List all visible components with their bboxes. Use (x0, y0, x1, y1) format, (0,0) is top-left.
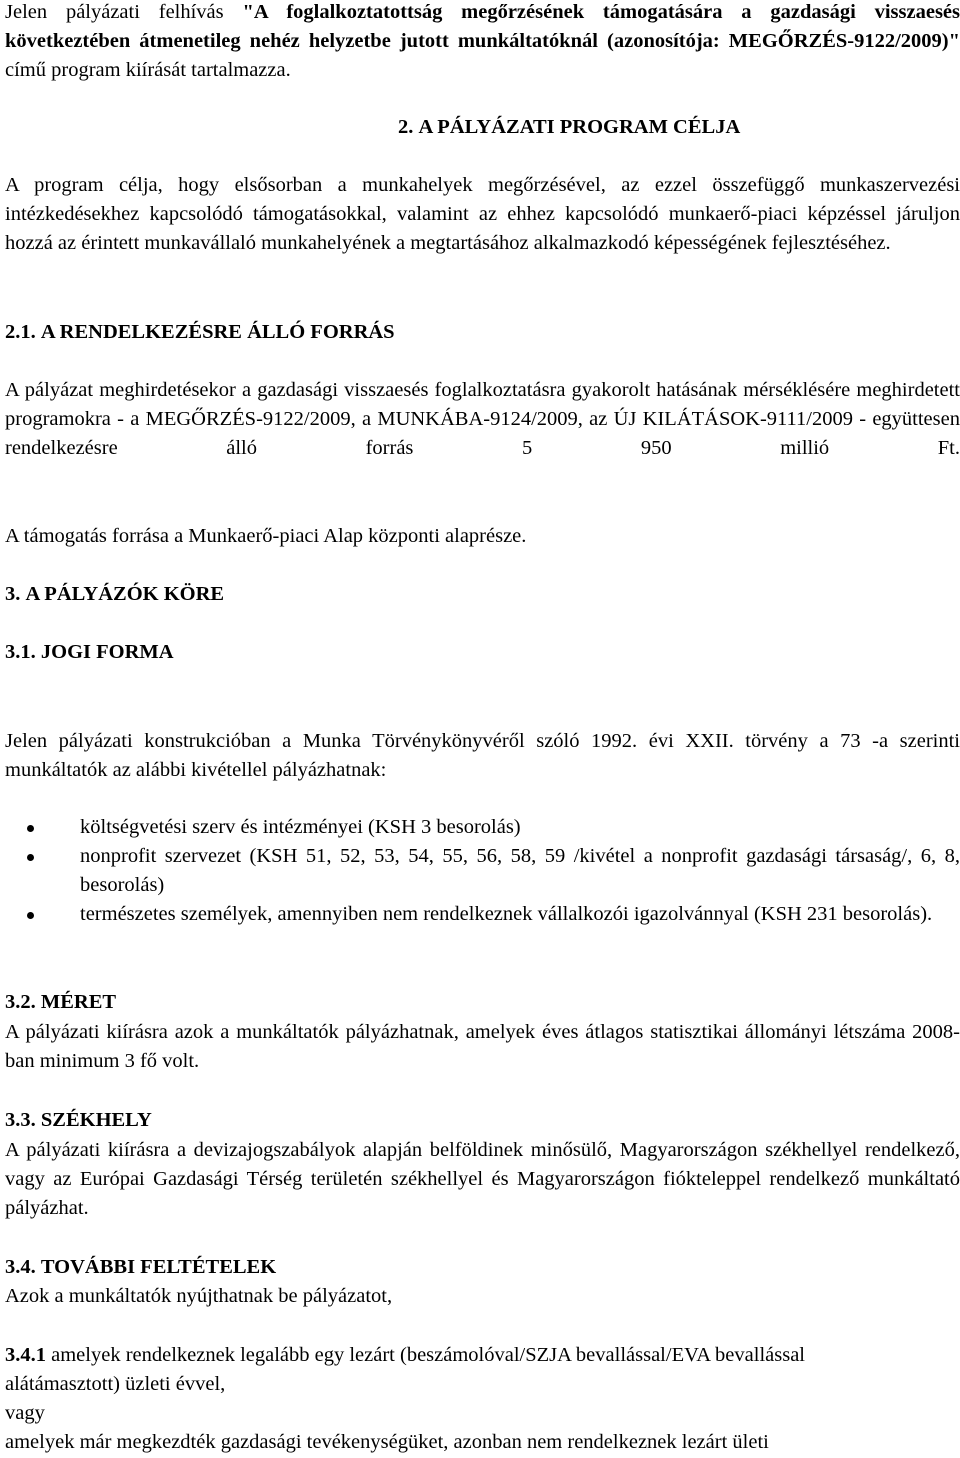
section-3-2-body: A pályázati kiírásra azok a munkáltatók pályázhatnak, amelyek éves átlagos statisztikai állományi létszáma 2008-ban minimum 3 fő volt. (5, 1021, 960, 1072)
intro-prefix: Jelen pályázati felhívás (5, 1, 243, 23)
section-3-4-1-or: vagy (5, 1402, 45, 1424)
intro-suffix: című program kiírását tartalmazza. (5, 59, 291, 81)
section-2-1-body: A pályázat meghirdetésekor a gazdasági visszaesés foglalkoztatásra gyakorolt hatásának mérséklésére meghirdetett programokra - a MEGŐRZÉS-9122/2009, a MUNKÁBA-9124/2009, az ÚJ KILÁTÁSOK-9111/2009 - együttesen rendelkezésre álló forrás 5 950 millió Ft. (5, 379, 960, 459)
section-number: 2. (398, 116, 414, 138)
bullet-icon (27, 854, 34, 861)
section-3-4-body: Azok a munkáltatók nyújthatnak be pályázatot, (5, 1285, 393, 1307)
section-3-4-heading (5, 1253, 960, 1282)
section-2-body: A program célja, hogy elsősorban a munkahelyek megőrzésével, az ezzel összefüggő munkaszervezési intézkedésekhez kapcsolódó támogatásokkal, valamint az ehhez kapcsolódó munkaerő-piaci képzéssel járuljon hozzá az érintett munkavállaló munkahelyének a megtartásához alkalmazkodó képességének fejlesztéséhez. (5, 174, 960, 254)
section-3-3-heading (5, 1106, 960, 1135)
section-number: 3. (5, 583, 21, 605)
section-title: MÉRET (40, 991, 117, 1013)
list-item: költségvetési szerv és intézményei (KSH 3 besorolás) (5, 813, 960, 842)
section-2-heading (398, 113, 958, 142)
section-number: 3.1. (5, 641, 36, 663)
section-title: A PÁLYÁZÓK KÖRE (25, 583, 225, 605)
section-title: A RENDELKEZÉSRE ÁLLÓ FORRÁS (40, 321, 395, 343)
list-item: természetes személyek, amennyiben nem rendelkeznek vállalkozói igazolvánnyal (KSH 231 besorolás). (5, 900, 960, 929)
section-3-1-heading (5, 638, 960, 667)
section-title: SZÉKHELY (40, 1109, 152, 1131)
section-number: 3.4.1 (5, 1344, 46, 1366)
section-number: 2.1. (5, 321, 36, 343)
section-title: A PÁLYÁZATI PROGRAM CÉLJA (418, 116, 741, 138)
exception-list (5, 813, 960, 929)
section-2-1-source: A támogatás forrása a Munkaerő-piaci Alap központi alaprésze. (5, 525, 527, 547)
section-title: TOVÁBBI FELTÉTELEK (40, 1256, 277, 1278)
section-3-1-body: Jelen pályázati konstrukcióban a Munka Törvénykönyvéről szóló 1992. évi XXII. törvény a 73 -a szerinti munkáltatók az alábbi kivétellel pályázhatnak: (5, 730, 960, 781)
section-3-4-1-body: 3.4.1 amelyek rendelkeznek legalább egy lezárt (beszámolóval/SZJA bevallással/EVA bevallással alátámasztott) üzleti évvel, (5, 1344, 805, 1395)
section-2-1-heading (5, 318, 960, 347)
intro-paragraph (5, 0, 960, 85)
section-3-4-1-continuation: amelyek már megkezdték gazdasági tevékenységüket, azonban nem rendelkeznek lezárt ületi (5, 1431, 769, 1453)
bullet-icon (27, 912, 34, 919)
section-number: 3.4. (5, 1256, 36, 1278)
section-3-3-body: A pályázati kiírásra a devizajogszabályok alapján belföldinek minősülő, Magyarországon székhellyel rendelkező, vagy az Európai Gazdasági Térség területén székhellyel és Magyarországon fiókteleppel rendelkező munkáltató pályázhat. (5, 1139, 960, 1219)
section-title: JOGI FORMA (40, 641, 174, 663)
section-number: 3.2. (5, 991, 36, 1013)
bullet-icon (27, 825, 34, 832)
list-item: nonprofit szervezet (KSH 51, 52, 53, 54, 55, 56, 58, 59 /kivétel a nonprofit gazdasági társaság/, 6, 8, besorolás) (5, 842, 960, 900)
section-number: 3.3. (5, 1109, 36, 1131)
section-3-2-heading (5, 988, 960, 1017)
intro-program-title: "A foglalkoztatottság megőrzésének támogatására a gazdasági visszaesés következtében átmenetileg nehéz helyzetbe jutott munkáltatóknál (azonosítója: MEGŐRZÉS-9122/2009)" (5, 1, 960, 52)
section-3-heading (5, 580, 960, 609)
